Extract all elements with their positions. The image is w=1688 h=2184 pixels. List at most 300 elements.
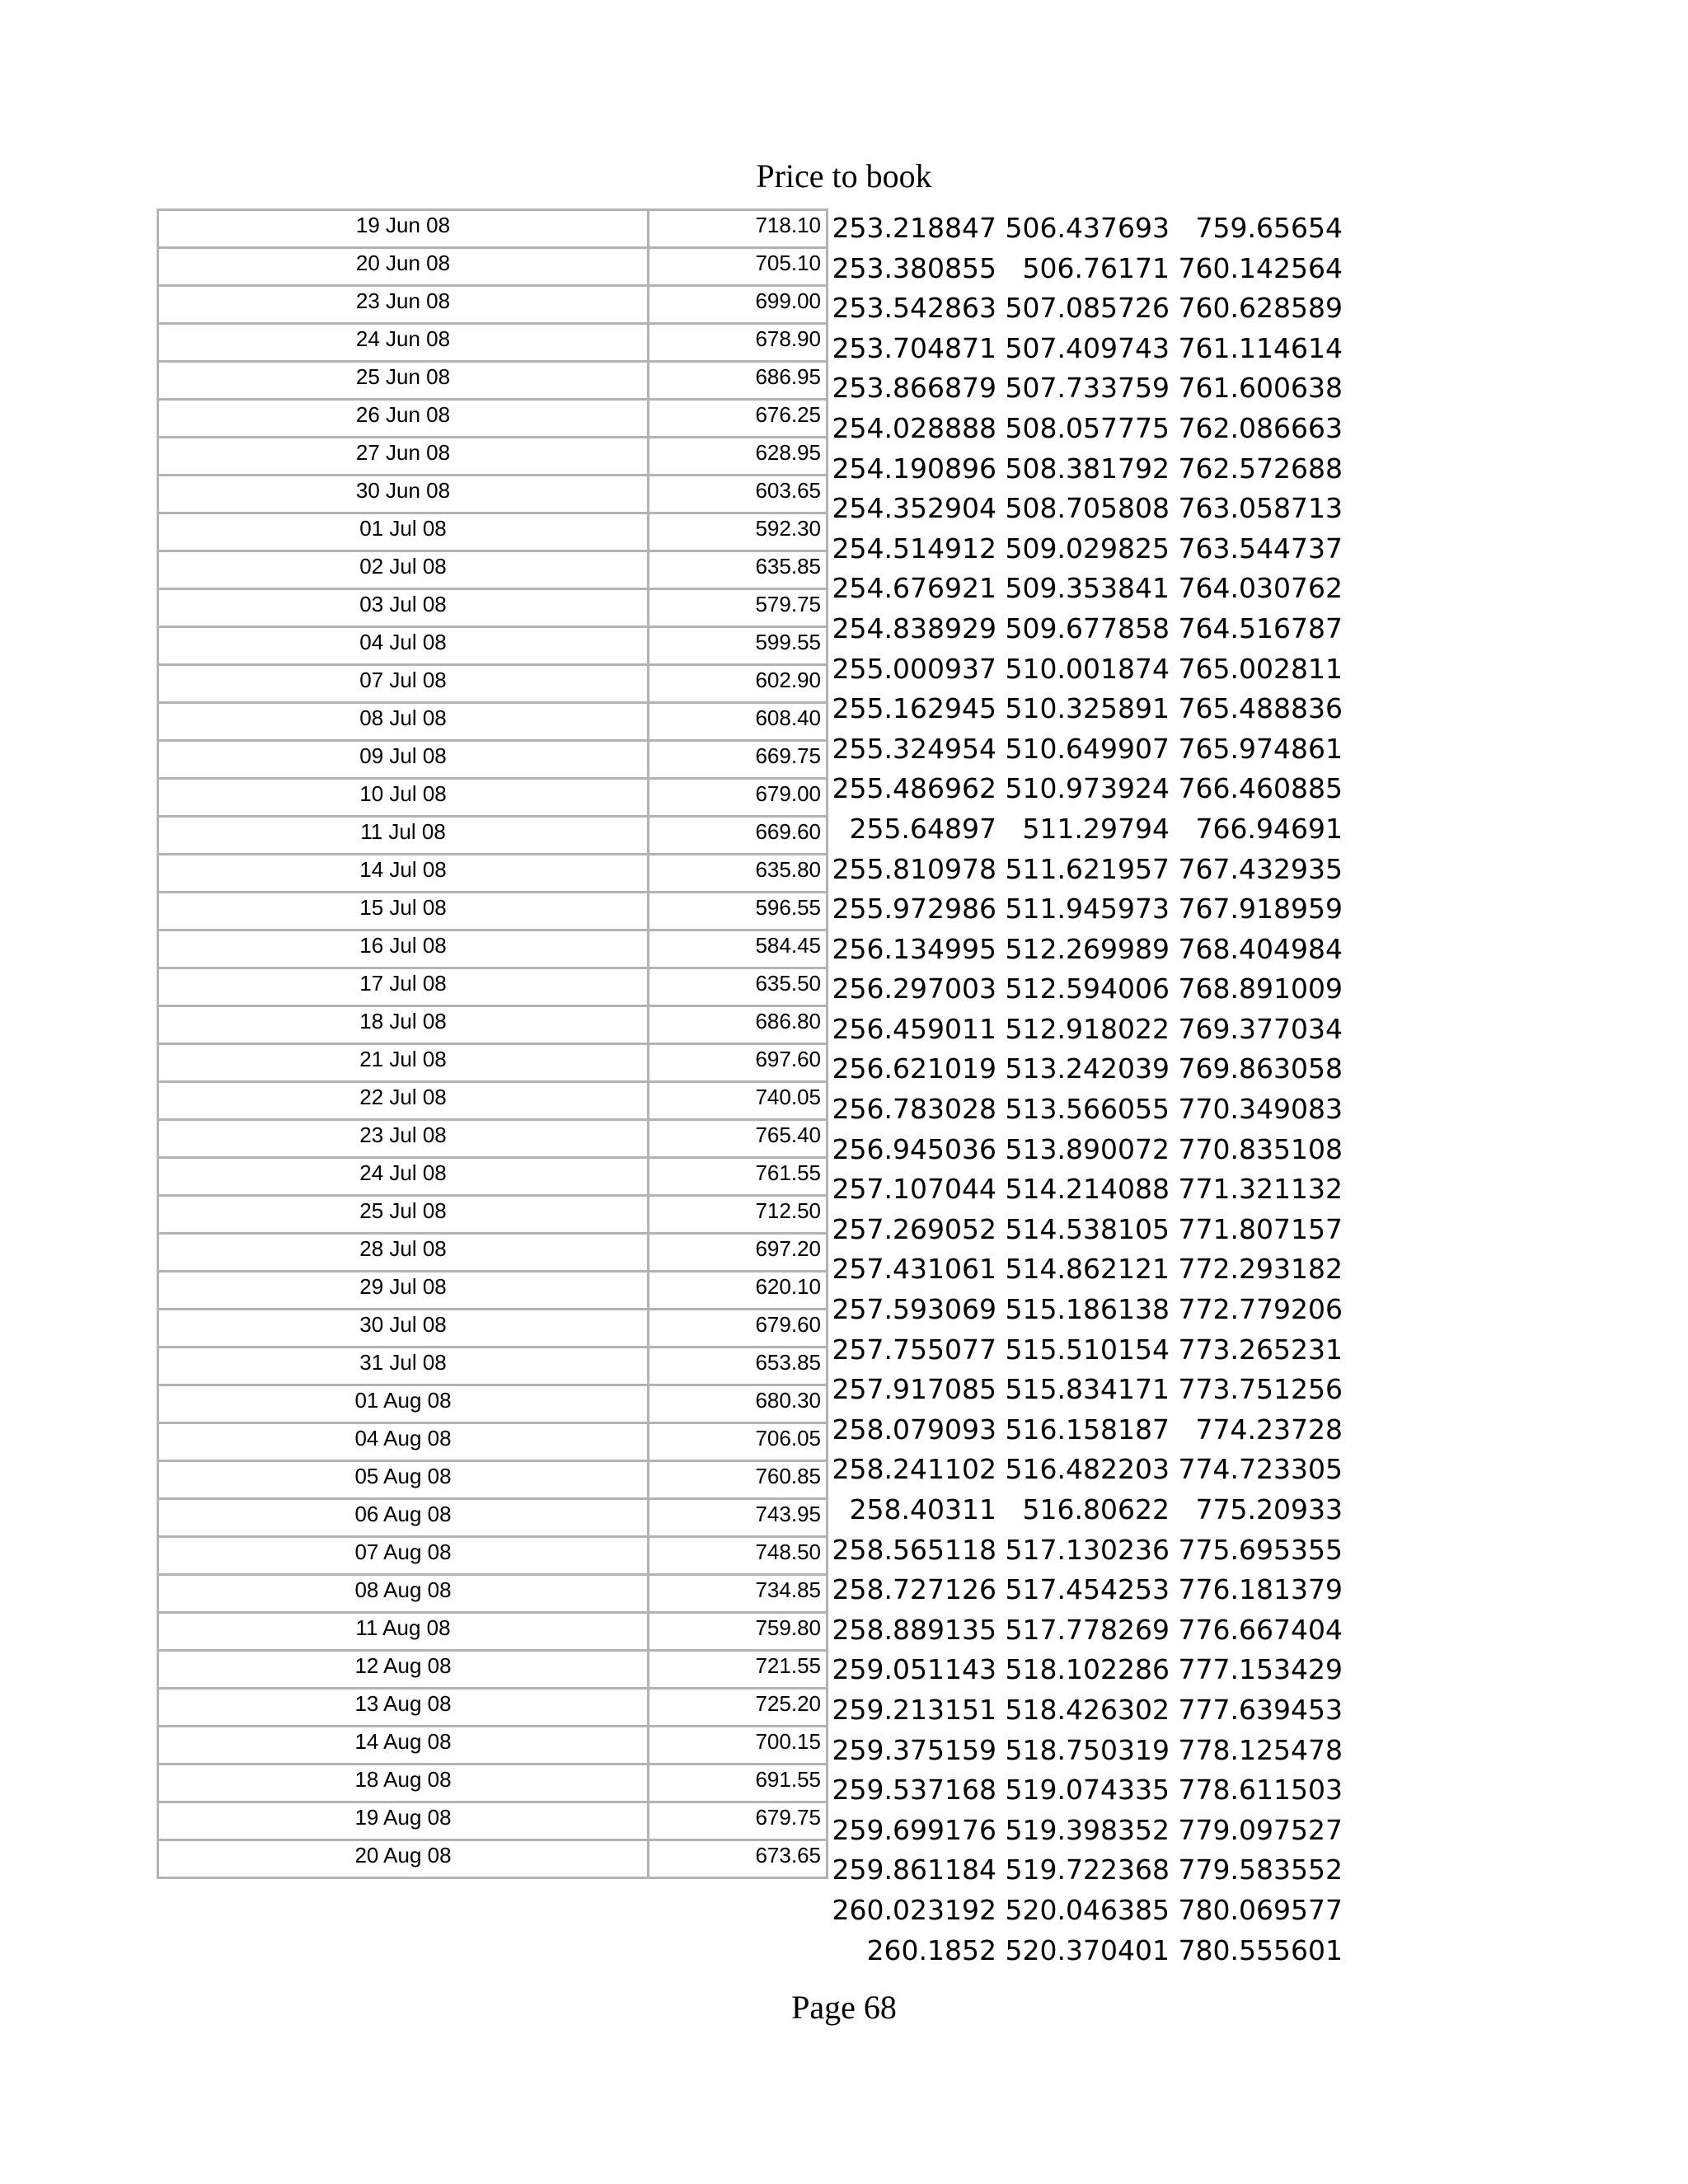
- value-row: [827, 689, 1343, 729]
- value-cell-v1: 254.190896: [832, 452, 996, 485]
- value-cell-v3: 776.181379: [1178, 1573, 1343, 1606]
- date-cell: 24 Jun 08: [158, 324, 649, 362]
- value-cell-v3: 770.349083: [1178, 1093, 1343, 1126]
- value-cell-v3: 769.863058: [1178, 1052, 1343, 1085]
- value-cell-v1: 256.621019: [832, 1052, 996, 1085]
- date-cell: 20 Jun 08: [158, 248, 649, 286]
- value-cell-v3: 772.779206: [1178, 1293, 1343, 1326]
- value-cell-v2: 509.677858: [1005, 612, 1170, 644]
- value-cell-v1: 258.40311: [849, 1493, 996, 1526]
- price-cell: 691.55: [649, 1765, 828, 1802]
- value-cell-v2: 519.722368: [1005, 1854, 1170, 1886]
- date-cell: 30 Jul 08: [158, 1310, 649, 1347]
- date-cell: 19 Jun 08: [158, 210, 649, 248]
- value-cell-v1: 253.542863: [832, 292, 996, 325]
- value-row: [827, 729, 1343, 770]
- value-cell-v1: 253.218847: [832, 212, 996, 244]
- value-cell-v3: 768.404984: [1178, 932, 1343, 965]
- value-cell-v2: 506.437693: [1005, 212, 1170, 244]
- value-cell-v2: 510.001874: [1005, 652, 1170, 685]
- value-row: [827, 329, 1343, 369]
- value-row: [827, 1530, 1343, 1571]
- page-number: Page 68: [791, 1989, 897, 2026]
- value-cell-v1: 254.676921: [832, 572, 996, 605]
- date-cell: 01 Jul 08: [158, 513, 649, 551]
- date-cell: 15 Jul 08: [158, 893, 649, 930]
- value-row: [827, 809, 1343, 850]
- value-cell-v3: 760.142564: [1178, 251, 1343, 284]
- value-cell-v1: 254.352904: [832, 492, 996, 525]
- price-cell: 680.30: [649, 1385, 828, 1423]
- value-cell-v1: 259.861184: [832, 1854, 996, 1886]
- value-cell-v1: 258.727126: [832, 1573, 996, 1606]
- value-cell-v3: 761.600638: [1178, 372, 1343, 405]
- date-cell: 25 Jun 08: [158, 362, 649, 400]
- table-row: [158, 741, 828, 779]
- price-cell: 679.00: [649, 779, 828, 817]
- value-cell-v3: 774.723305: [1178, 1453, 1343, 1486]
- value-cell-v3: 772.293182: [1178, 1253, 1343, 1286]
- price-table: [157, 209, 828, 1879]
- price-cell: 760.85: [649, 1461, 828, 1499]
- date-cell: 23 Jun 08: [158, 286, 649, 324]
- table-row: [158, 1158, 828, 1196]
- table-row: [158, 551, 828, 589]
- value-cell-v1: 255.000937: [832, 652, 996, 685]
- value-cell-v2: 516.482203: [1005, 1453, 1170, 1486]
- value-cell-v2: 519.398352: [1005, 1813, 1170, 1846]
- table-row: [158, 665, 828, 703]
- value-cell-v2: 514.538105: [1005, 1212, 1170, 1245]
- price-cell: 718.10: [649, 210, 828, 248]
- date-cell: 02 Jul 08: [158, 551, 649, 589]
- price-cell: 592.30: [649, 513, 828, 551]
- table-row: [158, 930, 828, 968]
- date-cell: 22 Jul 08: [158, 1082, 649, 1120]
- value-row: [827, 1330, 1343, 1371]
- value-cell-v3: 780.555601: [1178, 1933, 1343, 1966]
- value-row: [827, 209, 1343, 249]
- price-cell: 653.85: [649, 1347, 828, 1385]
- table-row: [158, 1613, 828, 1651]
- table-row: [158, 1234, 828, 1272]
- value-cell-v1: 257.431061: [832, 1253, 996, 1286]
- value-cell-v1: 256.459011: [832, 1012, 996, 1045]
- value-row: [827, 249, 1343, 289]
- table-row: [158, 1347, 828, 1385]
- value-cell-v3: 768.891009: [1178, 972, 1343, 1005]
- date-cell: 07 Jul 08: [158, 665, 649, 703]
- table-row: [158, 1006, 828, 1044]
- value-cell-v1: 259.699176: [832, 1813, 996, 1846]
- date-cell: 30 Jun 08: [158, 476, 649, 513]
- date-cell: 25 Jul 08: [158, 1196, 649, 1234]
- value-cell-v2: 518.750319: [1005, 1733, 1170, 1766]
- value-cell-v3: 778.125478: [1178, 1733, 1343, 1766]
- value-cell-v2: 506.76171: [1022, 251, 1170, 284]
- value-cell-v2: 514.214088: [1005, 1173, 1170, 1206]
- price-cell: 676.25: [649, 400, 828, 438]
- value-row: [827, 409, 1343, 449]
- date-cell: 10 Jul 08: [158, 779, 649, 817]
- value-cell-v2: 512.269989: [1005, 932, 1170, 965]
- date-cell: 14 Jul 08: [158, 855, 649, 893]
- price-cell: 686.95: [649, 362, 828, 400]
- value-row: [827, 1290, 1343, 1330]
- value-row: [827, 969, 1343, 1010]
- price-cell: 635.85: [649, 551, 828, 589]
- value-row: [827, 1850, 1343, 1891]
- date-cell: 18 Jul 08: [158, 1006, 649, 1044]
- table-row: [158, 400, 828, 438]
- value-row: [827, 569, 1343, 609]
- value-cell-v1: 253.704871: [832, 331, 996, 364]
- price-cell: 669.75: [649, 741, 828, 779]
- value-cell-v2: 516.80622: [1022, 1493, 1170, 1526]
- value-cell-v1: 257.269052: [832, 1212, 996, 1245]
- value-cell-v2: 510.649907: [1005, 732, 1170, 765]
- table-row: [158, 1537, 828, 1575]
- value-row: [827, 489, 1343, 529]
- value-cell-v2: 509.029825: [1005, 532, 1170, 565]
- price-cell: 669.60: [649, 817, 828, 855]
- price-cell: 678.90: [649, 324, 828, 362]
- date-cell: 14 Aug 08: [158, 1727, 649, 1765]
- value-row: [827, 1610, 1343, 1651]
- date-cell: 17 Jul 08: [158, 968, 649, 1006]
- value-cell-v3: 778.611503: [1178, 1774, 1343, 1807]
- value-row: [827, 1570, 1343, 1610]
- value-cell-v3: 763.544737: [1178, 532, 1343, 565]
- value-cell-v1: 255.486962: [832, 772, 996, 805]
- value-cell-v1: 256.297003: [832, 972, 996, 1005]
- price-cell: 759.80: [649, 1613, 828, 1651]
- date-cell: 13 Aug 08: [158, 1689, 649, 1727]
- value-cell-v1: 254.028888: [832, 411, 996, 444]
- table-row: [158, 1272, 828, 1310]
- date-cell: 04 Jul 08: [158, 627, 649, 665]
- value-cell-v1: 257.755077: [832, 1333, 996, 1366]
- value-row: [827, 1249, 1343, 1290]
- value-cell-v1: 259.375159: [832, 1733, 996, 1766]
- value-row: [827, 1410, 1343, 1451]
- date-cell: 18 Aug 08: [158, 1765, 649, 1802]
- date-cell: 31 Jul 08: [158, 1347, 649, 1385]
- value-cell-v3: 764.030762: [1178, 572, 1343, 605]
- value-cell-v3: 774.23728: [1195, 1413, 1343, 1446]
- value-cell-v2: 512.918022: [1005, 1012, 1170, 1045]
- table-row: [158, 1499, 828, 1537]
- price-cell: 596.55: [649, 893, 828, 930]
- value-cell-v2: 509.353841: [1005, 572, 1170, 605]
- value-cell-v1: 255.810978: [832, 852, 996, 885]
- value-cell-v2: 507.733759: [1005, 372, 1170, 405]
- value-row: [827, 1650, 1343, 1690]
- value-row: [827, 1169, 1343, 1210]
- date-cell: 08 Jul 08: [158, 703, 649, 741]
- table-row: [158, 210, 828, 248]
- value-cell-v1: 259.051143: [832, 1653, 996, 1686]
- price-cell: 706.05: [649, 1423, 828, 1461]
- value-cell-v2: 517.778269: [1005, 1613, 1170, 1646]
- table-row: [158, 1765, 828, 1802]
- value-cell-v2: 512.594006: [1005, 972, 1170, 1005]
- value-cell-v3: 775.20933: [1195, 1493, 1343, 1526]
- value-row: [827, 368, 1343, 409]
- value-cell-v1: 258.079093: [832, 1413, 996, 1446]
- price-cell: 579.75: [649, 589, 828, 627]
- value-cell-v1: 256.134995: [832, 932, 996, 965]
- value-row: [827, 288, 1343, 329]
- value-row: [827, 1811, 1343, 1851]
- value-row: [827, 1010, 1343, 1050]
- price-cell: 620.10: [649, 1272, 828, 1310]
- table-row: [158, 248, 828, 286]
- value-cell-v1: 257.593069: [832, 1293, 996, 1326]
- value-cell-v3: 761.114614: [1178, 331, 1343, 364]
- price-cell: 734.85: [649, 1575, 828, 1613]
- price-cell: 628.95: [649, 438, 828, 476]
- table-row: [158, 817, 828, 855]
- value-cell-v2: 516.158187: [1005, 1413, 1170, 1446]
- table-row: [158, 286, 828, 324]
- value-row: [827, 1450, 1343, 1490]
- value-cell-v2: 515.834171: [1005, 1373, 1170, 1406]
- value-row: [827, 449, 1343, 490]
- table-row: [158, 1385, 828, 1423]
- date-cell: 05 Aug 08: [158, 1461, 649, 1499]
- date-cell: 28 Jul 08: [158, 1234, 649, 1272]
- date-cell: 08 Aug 08: [158, 1575, 649, 1613]
- value-cell-v1: 257.917085: [832, 1373, 996, 1406]
- price-cell: 608.40: [649, 703, 828, 741]
- value-cell-v3: 762.572688: [1178, 452, 1343, 485]
- value-cell-v3: 766.94691: [1195, 812, 1343, 845]
- table-row: [158, 513, 828, 551]
- price-table-body: [158, 210, 828, 1878]
- table-row: [158, 1802, 828, 1840]
- date-cell: 07 Aug 08: [158, 1537, 649, 1575]
- value-cell-v2: 513.242039: [1005, 1052, 1170, 1085]
- value-row: [827, 1210, 1343, 1250]
- value-row: [827, 1731, 1343, 1771]
- value-cell-v1: 255.972986: [832, 893, 996, 926]
- date-cell: 11 Aug 08: [158, 1613, 649, 1651]
- value-cell-v3: 767.918959: [1178, 893, 1343, 926]
- date-cell: 11 Jul 08: [158, 817, 649, 855]
- value-cell-v3: 777.639453: [1178, 1693, 1343, 1726]
- table-row: [158, 1044, 828, 1082]
- value-row: [827, 1090, 1343, 1130]
- table-row: [158, 627, 828, 665]
- date-cell: 27 Jun 08: [158, 438, 649, 476]
- table-row: [158, 855, 828, 893]
- price-cell: 765.40: [649, 1120, 828, 1158]
- value-cell-v1: 253.866879: [832, 372, 996, 405]
- value-cell-v2: 507.085726: [1005, 292, 1170, 325]
- table-row: [158, 1461, 828, 1499]
- value-cell-v3: 776.667404: [1178, 1613, 1343, 1646]
- value-row: [827, 850, 1343, 890]
- value-cell-v2: 517.130236: [1005, 1533, 1170, 1566]
- value-cell-v3: 771.321132: [1178, 1173, 1343, 1206]
- value-row: [827, 1690, 1343, 1731]
- price-cell: 725.20: [649, 1689, 828, 1727]
- price-cell: 584.45: [649, 930, 828, 968]
- table-row: [158, 1120, 828, 1158]
- table-row: [158, 438, 828, 476]
- date-cell: 12 Aug 08: [158, 1651, 649, 1689]
- value-cell-v3: 763.058713: [1178, 492, 1343, 525]
- value-row: [827, 529, 1343, 569]
- value-row: [827, 649, 1343, 690]
- value-cell-v1: 253.380855: [832, 251, 996, 284]
- table-row: [158, 968, 828, 1006]
- value-cell-v1: 258.241102: [832, 1453, 996, 1486]
- value-cell-v2: 515.186138: [1005, 1293, 1170, 1326]
- value-row: [827, 930, 1343, 970]
- computed-values-columns: [827, 209, 1343, 1971]
- value-cell-v3: 766.460885: [1178, 772, 1343, 805]
- value-row: [827, 1130, 1343, 1170]
- value-cell-v2: 507.409743: [1005, 331, 1170, 364]
- price-cell: 740.05: [649, 1082, 828, 1120]
- value-cell-v2: 519.074335: [1005, 1774, 1170, 1807]
- table-row: [158, 703, 828, 741]
- value-cell-v3: 765.488836: [1178, 692, 1343, 725]
- value-cell-v1: 260.023192: [832, 1893, 996, 1926]
- value-cell-v1: 255.162945: [832, 692, 996, 725]
- price-cell: 697.60: [649, 1044, 828, 1082]
- value-cell-v3: 765.974861: [1178, 732, 1343, 765]
- value-cell-v2: 511.29794: [1022, 812, 1170, 845]
- value-cell-v1: 254.838929: [832, 612, 996, 644]
- value-cell-v3: 764.516787: [1178, 612, 1343, 644]
- date-cell: 03 Jul 08: [158, 589, 649, 627]
- price-cell: 679.60: [649, 1310, 828, 1347]
- date-cell: 19 Aug 08: [158, 1802, 649, 1840]
- value-cell-v1: 259.537168: [832, 1774, 996, 1807]
- table-row: [158, 324, 828, 362]
- table-row: [158, 1310, 828, 1347]
- value-cell-v3: 773.265231: [1178, 1333, 1343, 1366]
- value-cell-v3: 765.002811: [1178, 652, 1343, 685]
- value-cell-v3: 759.65654: [1195, 212, 1343, 244]
- table-row: [158, 1727, 828, 1765]
- date-cell: 20 Aug 08: [158, 1840, 649, 1878]
- value-cell-v3: 775.695355: [1178, 1533, 1343, 1566]
- value-row: [827, 1931, 1343, 1971]
- value-cell-v3: 777.153429: [1178, 1653, 1343, 1686]
- price-cell: 603.65: [649, 476, 828, 513]
- price-cell: 700.15: [649, 1727, 828, 1765]
- value-cell-v2: 520.370401: [1005, 1933, 1170, 1966]
- value-cell-v3: 771.807157: [1178, 1212, 1343, 1245]
- value-cell-v1: 255.64897: [849, 812, 996, 845]
- value-cell-v1: 259.213151: [832, 1693, 996, 1726]
- table-row: [158, 1196, 828, 1234]
- value-cell-v2: 510.325891: [1005, 692, 1170, 725]
- value-cell-v3: 770.835108: [1178, 1132, 1343, 1165]
- table-row: [158, 1840, 828, 1878]
- price-cell: 721.55: [649, 1651, 828, 1689]
- date-cell: 01 Aug 08: [158, 1385, 649, 1423]
- value-cell-v3: 780.069577: [1178, 1893, 1343, 1926]
- value-cell-v1: 260.1852: [866, 1933, 996, 1966]
- value-cell-v3: 779.097527: [1178, 1813, 1343, 1846]
- value-cell-v2: 508.705808: [1005, 492, 1170, 525]
- value-cell-v1: 256.783028: [832, 1093, 996, 1126]
- date-cell: 24 Jul 08: [158, 1158, 649, 1196]
- value-cell-v1: 258.889135: [832, 1613, 996, 1646]
- value-cell-v3: 767.432935: [1178, 852, 1343, 885]
- value-cell-v2: 514.862121: [1005, 1253, 1170, 1286]
- price-cell: 679.75: [649, 1802, 828, 1840]
- value-cell-v3: 773.751256: [1178, 1373, 1343, 1406]
- date-cell: 23 Jul 08: [158, 1120, 649, 1158]
- table-row: [158, 893, 828, 930]
- value-row: [827, 769, 1343, 809]
- price-cell: 635.50: [649, 968, 828, 1006]
- value-cell-v2: 510.973924: [1005, 772, 1170, 805]
- price-cell: 748.50: [649, 1537, 828, 1575]
- date-cell: 09 Jul 08: [158, 741, 649, 779]
- date-cell: 29 Jul 08: [158, 1272, 649, 1310]
- table-row: [158, 476, 828, 513]
- value-cell-v2: 508.057775: [1005, 411, 1170, 444]
- page-title: Price to book: [756, 157, 932, 194]
- table-row: [158, 1082, 828, 1120]
- table-row: [158, 1689, 828, 1727]
- price-cell: 761.55: [649, 1158, 828, 1196]
- date-cell: 06 Aug 08: [158, 1499, 649, 1537]
- value-cell-v2: 518.102286: [1005, 1653, 1170, 1686]
- price-cell: 712.50: [649, 1196, 828, 1234]
- price-cell: 602.90: [649, 665, 828, 703]
- table-row: [158, 1575, 828, 1613]
- price-cell: 686.80: [649, 1006, 828, 1044]
- price-cell: 635.80: [649, 855, 828, 893]
- table-row: [158, 362, 828, 400]
- value-row: [827, 1049, 1343, 1090]
- value-row: [827, 1370, 1343, 1410]
- value-row: [827, 609, 1343, 649]
- value-cell-v2: 513.890072: [1005, 1132, 1170, 1165]
- value-cell-v1: 254.514912: [832, 532, 996, 565]
- value-cell-v3: 760.628589: [1178, 292, 1343, 325]
- price-cell: 697.20: [649, 1234, 828, 1272]
- price-cell: 705.10: [649, 248, 828, 286]
- value-cell-v2: 513.566055: [1005, 1093, 1170, 1126]
- value-cell-v2: 511.945973: [1005, 893, 1170, 926]
- value-row: [827, 889, 1343, 930]
- value-cell-v2: 520.046385: [1005, 1893, 1170, 1926]
- value-cell-v1: 258.565118: [832, 1533, 996, 1566]
- date-cell: 16 Jul 08: [158, 930, 649, 968]
- value-cell-v1: 257.107044: [832, 1173, 996, 1206]
- table-row: [158, 779, 828, 817]
- value-cell-v1: 256.945036: [832, 1132, 996, 1165]
- price-cell: 699.00: [649, 286, 828, 324]
- value-cell-v2: 515.510154: [1005, 1333, 1170, 1366]
- price-cell: 673.65: [649, 1840, 828, 1878]
- date-cell: 04 Aug 08: [158, 1423, 649, 1461]
- value-row: [827, 1490, 1343, 1530]
- date-cell: 26 Jun 08: [158, 400, 649, 438]
- price-cell: 743.95: [649, 1499, 828, 1537]
- price-cell: 599.55: [649, 627, 828, 665]
- table-row: [158, 1423, 828, 1461]
